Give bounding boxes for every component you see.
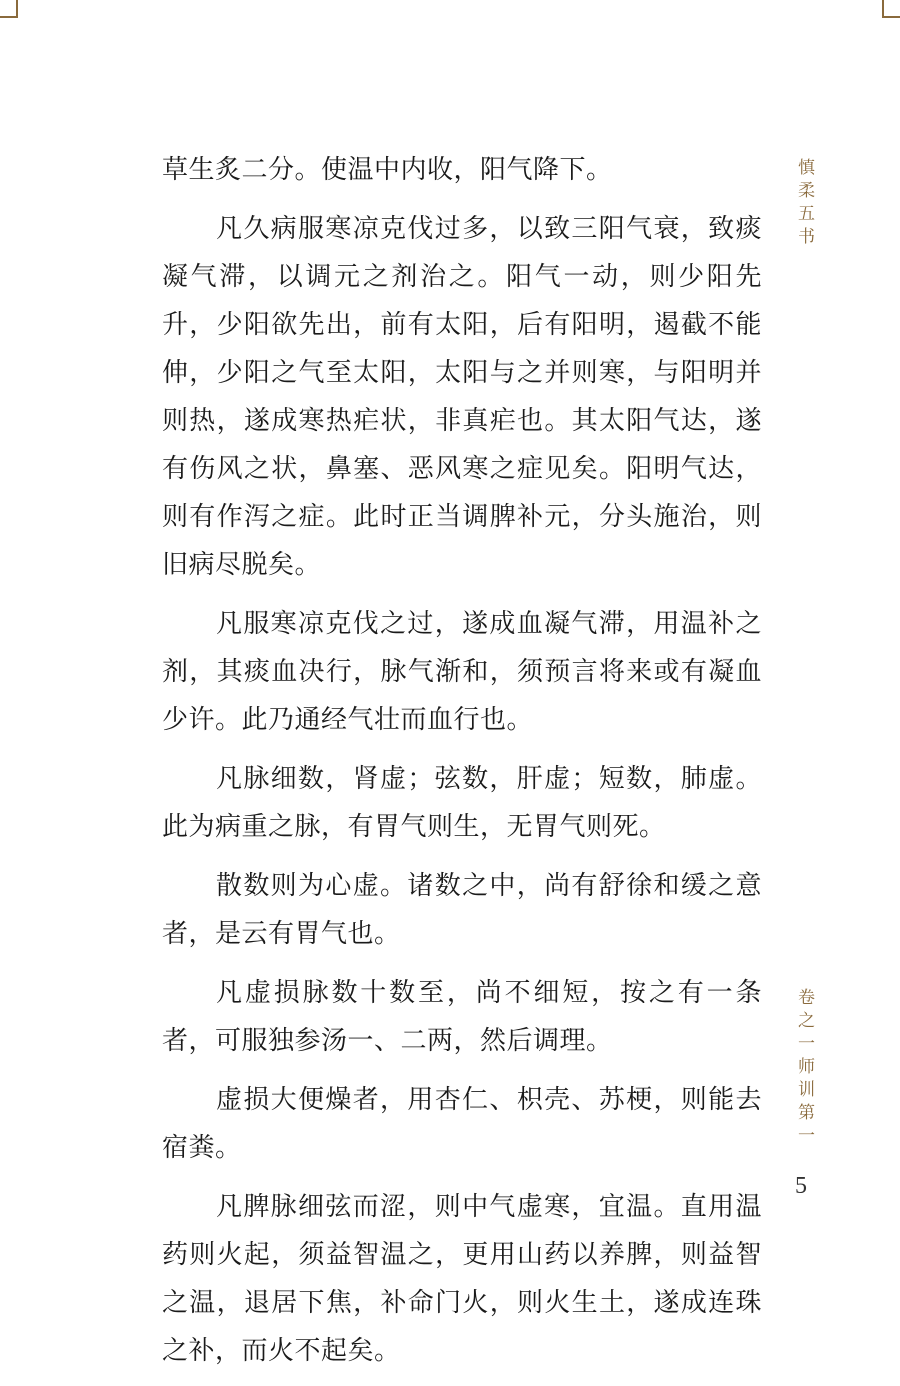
paragraph: 凡服寒凉克伐之过，遂成血凝气滞，用温补之剂，其痰血决行，脉气渐和，须预言将来或有凝血少许。此乃通经气壮而血行也。 [162,609,762,735]
page-number: 5 [795,1173,807,1199]
corner-mark-right [882,0,900,18]
corner-mark-left [0,0,18,18]
paragraph: 虚损大便燥者，用杏仁、枳壳、苏梗，则能去宿粪。 [162,1085,762,1163]
paragraph: 散数则为心虚。诸数之中，尚有舒徐和缓之意者，是云有胃气也。 [162,871,762,949]
chapter-section: 师训第一 [794,1057,814,1149]
paragraph: 凡虚损脉数十数至，尚不细短，按之有一条者，可服独参汤一、二两，然后调理。 [162,978,762,1056]
page-body-text [162,146,762,1386]
paragraph-continuation: 草生炙二分。使温中内收，阳气降下。 [162,155,613,185]
paragraph: 凡脉细数，肾虚；弦数，肝虚；短数，肺虚。此为病重之脉，有胃气则生，无胃气则死。 [162,764,762,842]
paragraph: 凡久病服寒凉克伐过多，以致三阳气衰，致痰凝气滞，以调元之剂治之。阳气一动，则少阳先升，少阳欲先出，前有太阳，后有阳明，遏截不能伸，少阳之气至太阳，太阳与之并则寒，与阳明并则热，遂成寒热疟状，非真疟也。其太阳气达，遂有伤风之状，鼻塞、恶风寒之症见矣。阳明气达，则有作泻之症。此时正当调脾补元，分头施治，则旧病尽脱矣。 [162,214,762,580]
paragraph: 凡脾脉细弦而涩，则中气虚寒，宜温。直用温药则火起，须益智温之，更用山药以养脾，则益智之温，退居下焦，补命门火，则火生土，遂成连珠之补，而火不起矣。 [162,1192,762,1366]
running-header-chapter [792,988,817,1149]
chapter-volume: 卷之一 [794,988,814,1057]
running-header-book-title: 慎柔五书 [794,158,814,250]
